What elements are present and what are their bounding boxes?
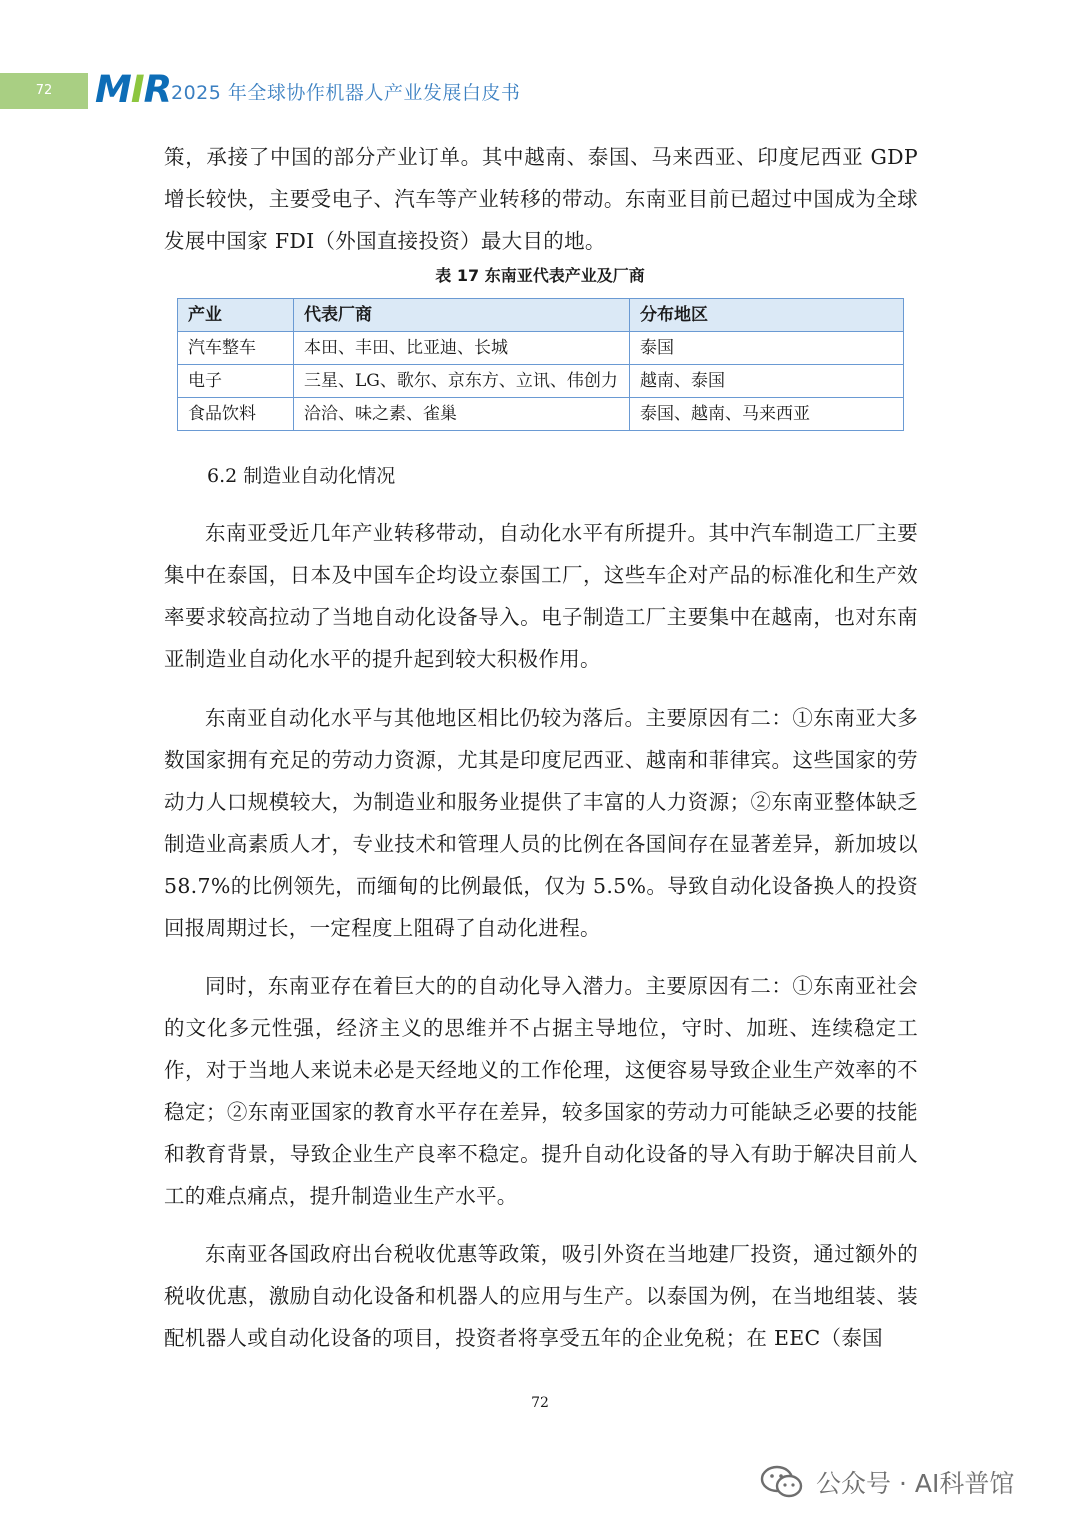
body-paragraph-1: 东南亚受近几年产业转移带动，自动化水平有所提升。其中汽车制造工厂主要集中在泰国，日本及中国车企均设立泰国工厂，这些车企对产品的标准化和生产效率要求较高拉动了当地自动化设备导入。电子制造工厂主要集中在越南，也对东南亚制造业自动化水平的提升起到较大积极作用。 [164,521,918,671]
table-row [178,332,904,365]
header-page-tab: 72 [0,73,88,109]
table-cell: 本田、丰田、比亚迪、长城 [294,332,630,365]
intro-paragraph: 策，承接了中国的部分产业订单。其中越南、泰国、马来西亚、印度尼西亚 GDP 增长较快，主要受电子、汽车等产业转移的带动。东南亚目前已超过中国成为全球发展中国家 FDI（外国直接投资）最大目的地。 [164,145,918,253]
document-title: 2025 年全球协作机器人产业发展白皮书 [171,82,521,104]
body-paragraph-4: 东南亚各国政府出台税收优惠等政策，吸引外资在当地建厂投资，通过额外的税收优惠，激励自动化设备和机器人的应用与生产。以泰国为例，在当地组装、装配机器人或自动化设备的项目，投资者将享受五年的企业免税；在 EEC（泰国 [164,1242,918,1350]
table-cell: 电子 [178,365,294,398]
table-cell: 泰国 [630,332,904,365]
page-number: 72 [531,1395,549,1411]
body-paragraph-3: 同时，东南亚存在着巨大的的自动化导入潜力。主要原因有二：①东南亚社会的文化多元性强，经济主义的思维并不占据主导地位，守时、加班、连续稳定工作，对于当地人来说未必是天经地义的工作伦理，这便容易导致企业生产效率的不稳定；②东南亚国家的教育水平存在差异，较多国家的劳动力可能缺乏必要的技能和教育背景，导致企业生产良率不稳定。提升自动化设备的导入有助于解决目前人工的难点痛点，提升制造业生产水平。 [164,974,918,1208]
table-cell: 泰国、越南、马来西亚 [630,398,904,431]
watermark-text: 公众号 · AI科普馆 [816,1469,1015,1498]
body-paragraph-2: 东南亚自动化水平与其他地区相比仍较为落后。主要原因有二：①东南亚大多数国家拥有充足的劳动力资源，尤其是印度尼西亚、越南和菲律宾。这些国家的劳动力人口规模较大，为制造业和服务业提供了丰富的人力资源；②东南亚整体缺乏制造业高素质人才，专业技术和管理人员的比例在各国间存在显著差异，新加坡以 58.7%的比例领先，而缅甸的比例最低，仅为 5.5%。导致自动化设备换人的投资回报周期过长，一定程度上阻碍了自动化进程。 [164,706,918,940]
logo-letter-m: M [95,68,131,111]
industry-table [177,298,904,431]
header-industry: 产业 [178,299,294,332]
table-row [178,365,904,398]
logo-letter-i: I [130,68,144,111]
header-vendors: 代表厂商 [294,299,630,332]
table-cell: 三星、LG、歌尔、京东方、立讯、伟创力 [294,365,630,398]
mir-logo [95,70,171,110]
table-cell: 洽洽、味之素、雀巢 [294,398,630,431]
table-header-row [178,299,904,332]
table-cell: 越南、泰国 [630,365,904,398]
table-caption: 表 17 东南亚代表产业及厂商 [435,266,645,285]
header-region: 分布地区 [630,299,904,332]
wechat-icon [760,1464,804,1500]
table-cell: 食品饮料 [178,398,294,431]
watermark [760,1460,1014,1504]
table-cell: 汽车整车 [178,332,294,365]
table-row [178,398,904,431]
section-heading: 6.2 制造业自动化情况 [207,465,396,487]
logo-letter-r: R [143,68,172,111]
